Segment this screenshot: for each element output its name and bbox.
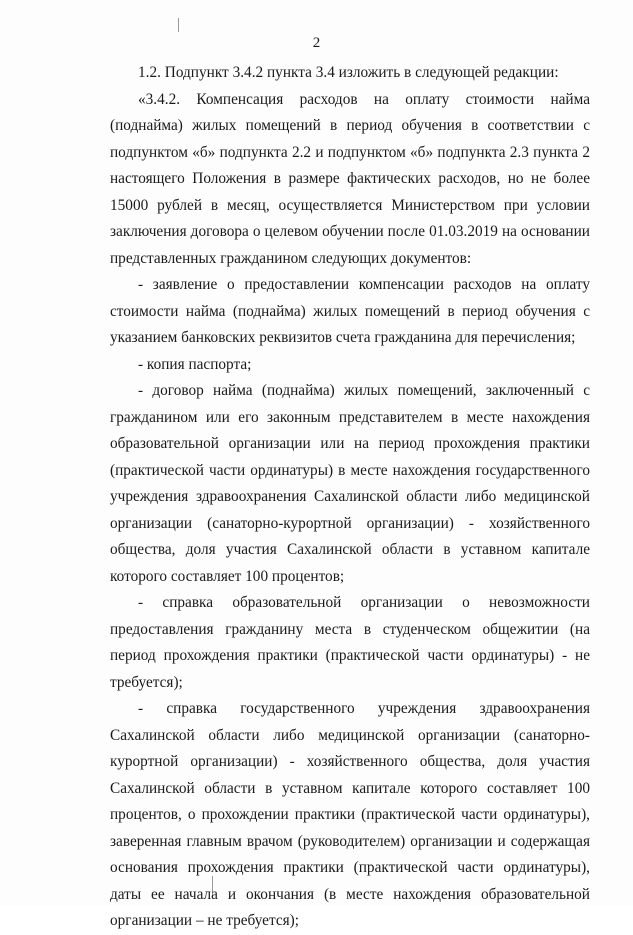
- paragraph-compensation-clause: «3.4.2. Компенсация расходов на оплату стоимости найма (поднайма) жилых помещений в период обучения в соответствии с подпунктом «б» подпункта 2.2 и подпунктом «б» подпункта 2.3 пункта 2 настоящего Положения в размере фактических расходов, но не более 15000 рублей в месяц, осуществляется Министерством при условии заключения договора о целевом обучении после 01.03.2019 на основании представленных гражданином следующих документов:: [110, 90, 590, 267]
- scan-mark-top: [178, 18, 179, 32]
- paragraph-amendment-intro: 1.2. Подпункт 3.4.2 пункта 3.4 изложить в следующей редакции:: [138, 64, 559, 81]
- list-item-application: - заявление о предоставлении компенсации расходов на оплату стоимости найма (поднайма) жилых помещений в период обучения с указанием банковских реквизитов счета гражданина для перечисления;: [110, 276, 590, 346]
- list-item-passport-copy: - копия паспорта;: [138, 355, 252, 373]
- document-body: [110, 60, 590, 935]
- list-item-practice-certificate: - справка государственного учреждения здравоохранения Сахалинской области либо медицинской организации (санаторно-курортной организации) - хозяйственного общества, доля участия Сахалинской области в уставном капитале которого составляет 100 процентов, о прохождении практики (практической части ординатуры), заверенная главным врачом (руководителем) организации и содержащая основания прохождения практики (практической части ординатуры), даты ее начала и окончания (в месте нахождения образовательной организации – не требуется);: [110, 700, 590, 929]
- list-item-dormitory-certificate: - справка образовательной организации о невозможности предоставления гражданину места в студенческом общежитии (на период прохождения практики (практической части ординатуры) - не требуется);: [110, 594, 590, 691]
- list-item-lease-agreement: - договор найма (поднайма) жилых помещений, заключенный с гражданином или его законным представителем в месте нахождения образовательной организации или на период прохождения практики (практической части ординатуры) в месте нахождения государственного учреждения здравоохранения Сахалинской области либо медицинской организации (санаторно-курортной организации) - хозяйственного общества, доля участия Сахалинской области в уставном капитале которого составляет 100 процентов;: [110, 382, 590, 585]
- page-number: 2: [312, 35, 321, 51]
